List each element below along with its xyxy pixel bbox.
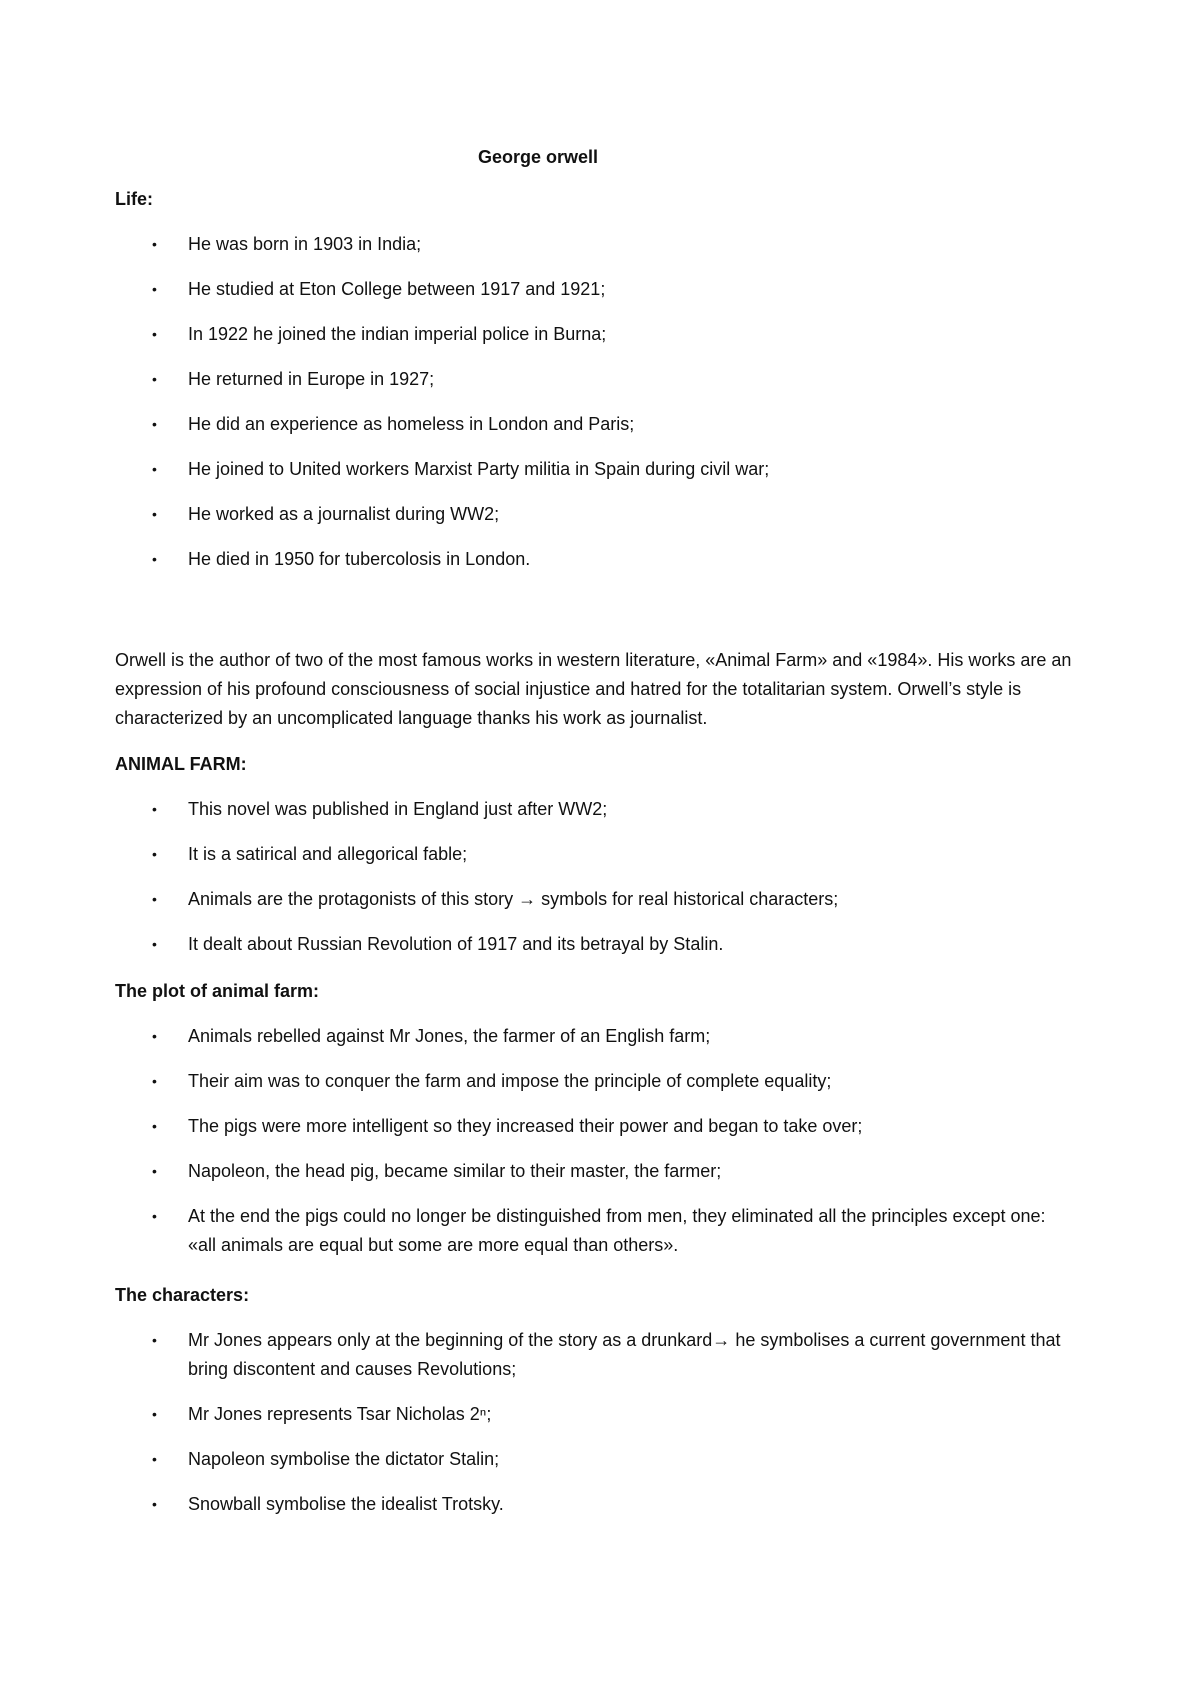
- list-item-text: In 1922 he joined the indian imperial police in Burna;: [188, 324, 607, 344]
- list-item: [115, 1490, 1075, 1519]
- characters-heading: The characters:: [115, 1285, 250, 1305]
- list-item: [115, 930, 1075, 959]
- list-item: [115, 885, 1075, 914]
- list-item-text: Napoleon, the head pig, became similar to their master, the farmer;: [188, 1161, 722, 1181]
- list-item: [115, 1022, 1075, 1051]
- list-item: [115, 320, 1075, 349]
- list-item: [115, 840, 1075, 869]
- bullet-icon: •: [152, 1118, 157, 1134]
- list-item-text: He worked as a journalist during WW2;: [188, 504, 500, 524]
- life-list: [115, 230, 1075, 590]
- list-item-text: Animals rebelled against Mr Jones, the farmer of an English farm;: [188, 1026, 711, 1046]
- list-item-text: Snowball symbolise the idealist Trotsky.: [188, 1494, 504, 1514]
- life-heading: Life:: [115, 189, 153, 209]
- list-item: [115, 1112, 1075, 1141]
- bullet-icon: •: [152, 416, 157, 432]
- list-item-text: Mr Jones represents Tsar Nicholas 2ⁿ;: [188, 1404, 492, 1424]
- bullet-icon: •: [152, 1163, 157, 1179]
- bullet-icon: •: [152, 1406, 157, 1422]
- bullet-icon: •: [152, 1073, 157, 1089]
- bullet-icon: •: [152, 846, 157, 862]
- list-item: [115, 365, 1075, 394]
- list-item-text: He returned in Europe in 1927;: [188, 369, 435, 389]
- intro-paragraph: Orwell is the author of two of the most famous works in western literature, «Animal Farm» and «1984». His works are an expression of his profound consciousness of social injustice and hatred for the totalitarian system. Orwell’s style is characterized by an uncomplicated language thanks his work as journalist.: [115, 650, 1072, 728]
- list-item: [115, 410, 1075, 439]
- list-item-text: The pigs were more intelligent so they increased their power and began to take over;: [188, 1116, 863, 1136]
- list-item: [115, 1067, 1075, 1096]
- list-item: [115, 1326, 1075, 1384]
- bullet-icon: •: [152, 1496, 157, 1512]
- list-item: [115, 500, 1075, 529]
- list-item-text: Their aim was to conquer the farm and impose the principle of complete equality;: [188, 1071, 832, 1091]
- list-item-text: He studied at Eton College between 1917 and 1921;: [188, 279, 606, 299]
- list-item-text: Mr Jones appears only at the beginning of the story as a drunkard→ he symbolises a current government that bring discontent and causes Revolutions;: [188, 1330, 1061, 1379]
- plot-heading: The plot of animal farm:: [115, 981, 320, 1001]
- list-item-text: It is a satirical and allegorical fable;: [188, 844, 468, 864]
- characters-list: [115, 1326, 1075, 1535]
- bullet-icon: •: [152, 506, 157, 522]
- bullet-icon: •: [152, 461, 157, 477]
- bullet-icon: •: [152, 551, 157, 567]
- list-item-text: He did an experience as homeless in London and Paris;: [188, 414, 635, 434]
- bullet-icon: •: [152, 326, 157, 342]
- animal-farm-list: [115, 795, 1075, 975]
- bullet-icon: •: [152, 891, 157, 907]
- bullet-icon: •: [152, 236, 157, 252]
- bullet-icon: •: [152, 1451, 157, 1467]
- list-item: [115, 275, 1075, 304]
- list-item: [115, 1445, 1075, 1474]
- document-title: George orwell: [477, 147, 599, 167]
- list-item-text: He was born in 1903 in India;: [188, 234, 422, 254]
- bullet-icon: •: [152, 371, 157, 387]
- list-item-text: Animals are the protagonists of this story → symbols for real historical characters;: [188, 889, 839, 909]
- list-item: [115, 795, 1075, 824]
- list-item: [115, 1157, 1075, 1186]
- list-item: [115, 1400, 1075, 1429]
- list-item-text: He joined to United workers Marxist Party militia in Spain during civil war;: [188, 459, 770, 479]
- list-item-text: At the end the pigs could no longer be distinguished from men, they eliminated all the principles except one: «all animals are equal but some are more equal than others».: [188, 1206, 1046, 1255]
- bullet-icon: •: [152, 801, 157, 817]
- plot-list: [115, 1022, 1075, 1276]
- list-item: [115, 230, 1075, 259]
- list-item-text: He died in 1950 for tubercolosis in London.: [188, 549, 531, 569]
- list-item-text: This novel was published in England just after WW2;: [188, 799, 608, 819]
- animal-farm-heading: ANIMAL FARM:: [115, 754, 247, 774]
- list-item-text: Napoleon symbolise the dictator Stalin;: [188, 1449, 500, 1469]
- list-item-text: It dealt about Russian Revolution of 1917 and its betrayal by Stalin.: [188, 934, 724, 954]
- bullet-icon: •: [152, 936, 157, 952]
- bullet-icon: •: [152, 281, 157, 297]
- bullet-icon: •: [152, 1208, 157, 1224]
- bullet-icon: •: [152, 1028, 157, 1044]
- list-item: [115, 1202, 1075, 1260]
- bullet-icon: •: [152, 1332, 157, 1348]
- list-item: [115, 545, 1075, 574]
- list-item: [115, 455, 1075, 484]
